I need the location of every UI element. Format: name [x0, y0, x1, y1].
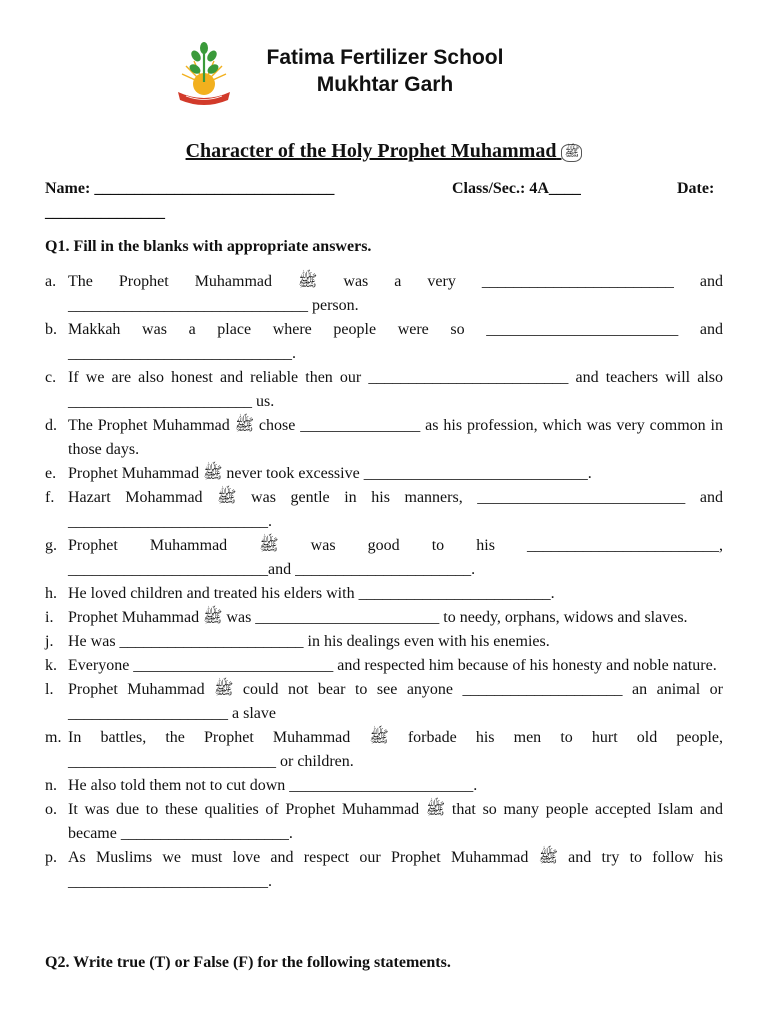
class-field: Class/Sec.: 4A____ [452, 180, 581, 197]
list-item [45, 486, 723, 534]
school-name: Fatima Fertilizer School [266, 46, 504, 69]
q1-items-list [45, 270, 723, 894]
item-label: b. [45, 321, 57, 338]
item-text: As Muslims we must love and respect our Prophet Muhammad ﷺ and try to follow his _________________________. [68, 849, 724, 890]
worksheet-title [0, 140, 768, 163]
list-item [45, 606, 723, 630]
school-location: Mukhtar Garh [316, 73, 454, 96]
item-label: n. [45, 777, 57, 794]
list-item [45, 366, 723, 414]
list-item [45, 630, 723, 654]
item-label: e. [45, 465, 57, 482]
item-text: Prophet Muhammad ﷺ could not bear to see anyone ____________________ an animal or ____________________ a slave [68, 681, 723, 722]
item-label: a. [45, 273, 57, 290]
item-label: m. [45, 729, 62, 746]
item-text: He was _______________________ in his dealings even with his enemies. [68, 633, 550, 650]
worksheet-title-text: Character of the Holy Prophet Muhammad [185, 140, 557, 162]
item-text: If we are also honest and reliable then our _________________________ and teachers will also _______________________ us. [68, 369, 723, 410]
school-header [240, 44, 530, 98]
item-label: j. [45, 633, 54, 650]
item-text: Makkah was a place where people were so ________________________ and ____________________________. [68, 321, 723, 362]
q2-heading: Q2. Write true (T) or False (F) for the following statements. [45, 954, 451, 971]
item-text: It was due to these qualities of Prophet Muhammad ﷺ that so many people accepted Islam and became _____________________. [68, 801, 724, 842]
school-logo-icon [176, 42, 232, 108]
name-field: Name: ______________________________ [45, 180, 335, 197]
item-text: Everyone _________________________ and respected him because of his honesty and noble nature. [68, 657, 717, 674]
list-item [45, 318, 723, 366]
list-item [45, 726, 723, 774]
pbuh-calligraphy-icon: ﷺ [561, 144, 582, 162]
item-text: Prophet Muhammad ﷺ never took excessive ____________________________. [68, 465, 592, 482]
item-label: i. [45, 609, 54, 626]
item-label: o. [45, 801, 57, 818]
list-item [45, 414, 723, 462]
item-text: Prophet Muhammad ﷺ was good to his ________________________, _________________________and ______________________. [68, 537, 724, 578]
item-label: h. [45, 585, 57, 602]
list-item [45, 846, 723, 894]
item-text: The Prophet Muhammad ﷺ was a very ________________________ and ______________________________ person. [68, 273, 724, 314]
list-item [45, 654, 723, 678]
list-item [45, 462, 723, 486]
date-blank: _______________ [45, 204, 165, 221]
item-label: c. [45, 369, 57, 386]
list-item [45, 798, 723, 846]
date-label: Date: [677, 180, 715, 197]
item-text: He loved children and treated his elders with ________________________. [68, 585, 555, 602]
item-text: Prophet Muhammad ﷺ was _______________________ to needy, orphans, widows and slaves. [68, 609, 688, 626]
q1-heading: Q1. Fill in the blanks with appropriate answers. [45, 238, 372, 255]
list-item [45, 678, 723, 726]
list-item [45, 774, 723, 798]
item-text: The Prophet Muhammad ﷺ chose _______________ as his profession, which was very common in those days. [68, 417, 724, 458]
item-label: f. [45, 489, 55, 506]
item-label: l. [45, 681, 54, 698]
list-item [45, 534, 723, 582]
item-text: In battles, the Prophet Muhammad ﷺ forbade his men to hurt old people, __________________________ or children. [68, 729, 724, 770]
item-label: g. [45, 537, 57, 554]
list-item [45, 582, 723, 606]
item-label: p. [45, 849, 57, 866]
item-label: k. [45, 657, 57, 674]
item-label: d. [45, 417, 57, 434]
list-item [45, 270, 723, 318]
item-text: Hazart Mohammad ﷺ was gentle in his manners, __________________________ and _________________________. [68, 489, 723, 530]
item-text: He also told them not to cut down _______________________. [68, 777, 478, 794]
